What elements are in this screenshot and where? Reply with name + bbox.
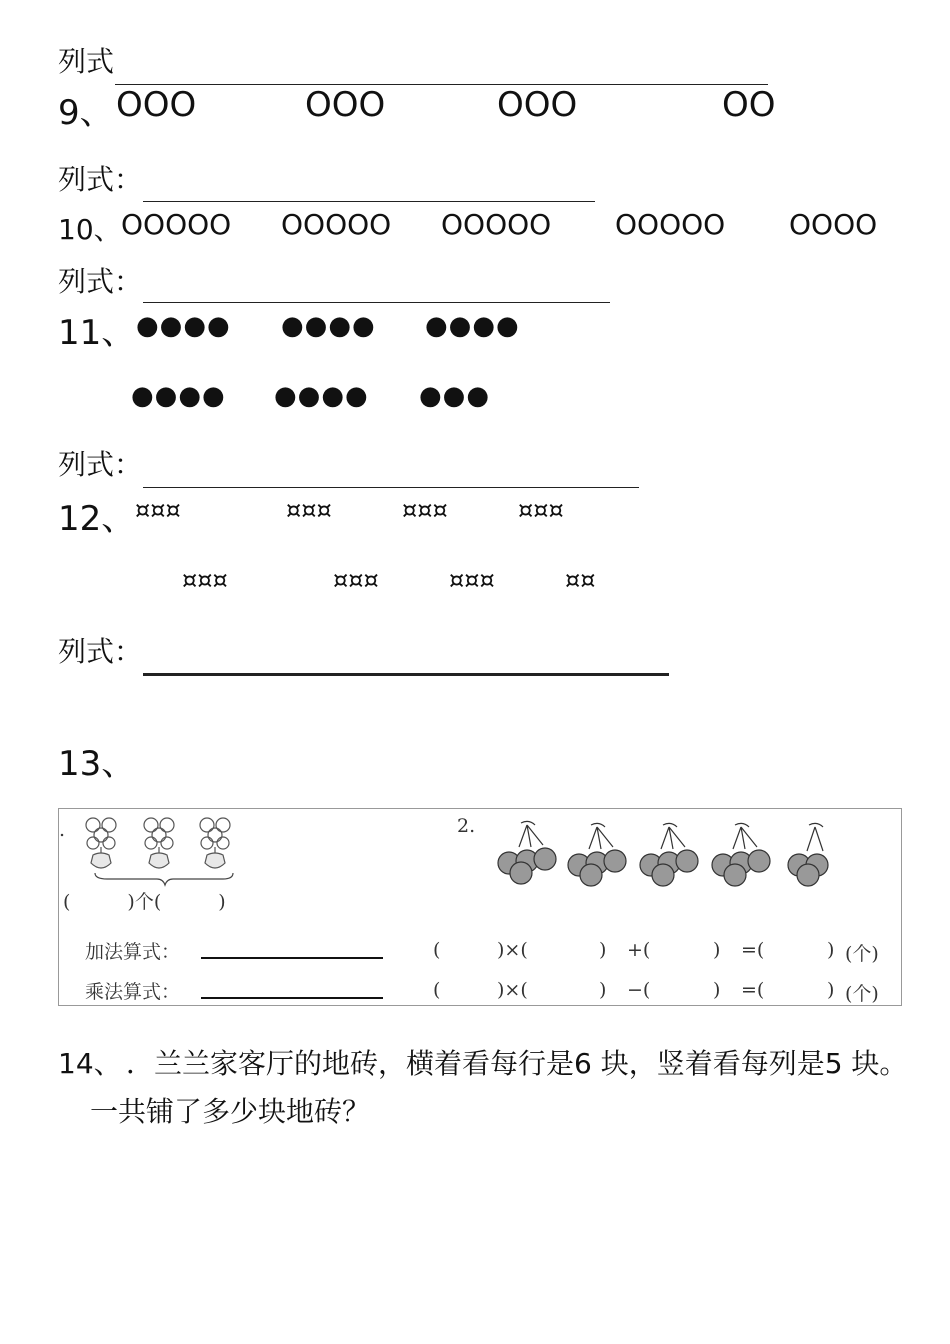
- q14-number: 14、: [58, 1047, 122, 1080]
- q10-group: OOOOO: [281, 208, 392, 241]
- q10-formula-label: 列式：: [58, 265, 143, 298]
- q10-number: 10、: [58, 213, 122, 246]
- q11-dot-group: ●●●: [419, 381, 491, 411]
- q9-number: 9、: [58, 93, 114, 133]
- eq-operator: −(: [627, 979, 651, 1001]
- multiplication-answer-line[interactable]: [201, 997, 383, 999]
- cherry-bunch-icon: [712, 823, 770, 886]
- cherry-bunch-icon: [498, 821, 556, 884]
- eq-operator: +(: [627, 939, 651, 961]
- q12-symbol-group: ¤¤¤: [286, 496, 332, 524]
- q14-text-line2: 一共铺了多少块地砖？: [90, 1095, 371, 1128]
- q13-number: 13、: [58, 744, 136, 784]
- addition-answer-line[interactable]: [201, 957, 383, 959]
- eq-paren: ): [713, 979, 721, 1001]
- brace-icon: [95, 873, 233, 885]
- q11-dot-group: ●●●●: [131, 381, 226, 411]
- q12-symbol-group: ¤¤¤: [402, 496, 448, 524]
- eq-paren: (: [433, 939, 441, 961]
- eq-paren: ): [827, 939, 835, 961]
- cherry-bunch-icon: [788, 823, 828, 886]
- q11-dot-group: ●●●●: [136, 311, 231, 341]
- eq-unit: (个): [845, 943, 879, 965]
- eq-times: )×(: [497, 979, 528, 1001]
- eq-paren: ): [599, 939, 607, 961]
- q11-answer-line[interactable]: [143, 487, 639, 488]
- q12-symbol-group: ¤¤¤: [182, 566, 228, 594]
- q8-formula-label: 列式: [58, 45, 115, 78]
- eq-paren: (: [433, 979, 441, 1001]
- q11-dot-group: ●●●●: [274, 381, 369, 411]
- q12-formula-label: 列式：: [58, 635, 143, 668]
- flower-vase-icon: [86, 818, 116, 868]
- q10-answer-line[interactable]: [143, 302, 610, 303]
- q12-answer-line[interactable]: [143, 673, 669, 676]
- q9-formula-label: 列式：: [58, 163, 143, 196]
- count-blank-row: ( )个( ): [63, 891, 226, 913]
- q12-symbol-group: ¤¤¤: [135, 496, 181, 524]
- q12-number: 12、: [58, 499, 136, 539]
- eq-times: )×(: [497, 939, 528, 961]
- q9-group: OOO: [497, 85, 578, 125]
- part2-label: 2.: [457, 815, 476, 837]
- q9-group: OOO: [305, 85, 386, 125]
- multiplication-label: 乘法算式：: [85, 981, 181, 1003]
- q9-group: OOO: [116, 85, 197, 125]
- eq-paren: ): [827, 979, 835, 1001]
- addition-label: 加法算式：: [85, 941, 181, 963]
- cherry-bunch-icon: [568, 823, 626, 886]
- part1-marker: .: [59, 819, 66, 841]
- eq-equals: =(: [741, 939, 765, 961]
- q11-dot-group: ●●●●: [425, 311, 520, 341]
- q9-answer-line[interactable]: [143, 201, 595, 202]
- eq-paren: ): [713, 939, 721, 961]
- q11-formula-label: 列式：: [58, 448, 143, 481]
- cherry-bunch-icon: [640, 823, 698, 886]
- q10-group: OOOO: [789, 208, 878, 241]
- flower-vase-icon: [144, 818, 174, 868]
- q14-text-line1: ．兰兰家客厅的地砖，横着看每行是6 块，竖着看每列是5 块。: [126, 1047, 908, 1080]
- eq-paren: ): [599, 979, 607, 1001]
- q9-group: OO: [722, 85, 776, 125]
- q10-group: OOOOO: [615, 208, 726, 241]
- eq-equals: =(: [741, 979, 765, 1001]
- q11-number: 11、: [58, 313, 136, 353]
- q12-symbol-group: ¤¤: [565, 566, 596, 594]
- q12-symbol-group: ¤¤¤: [518, 496, 564, 524]
- q10-group: OOOOO: [441, 208, 552, 241]
- q13-exercise-panel: [58, 808, 902, 1006]
- q8-answer-line[interactable]: [115, 84, 768, 85]
- flower-vase-icon: [200, 818, 230, 868]
- q10-group: OOOOO: [121, 208, 232, 241]
- cherries-illustration: [491, 819, 851, 889]
- q11-dot-group: ●●●●: [281, 311, 376, 341]
- q12-symbol-group: ¤¤¤: [333, 566, 379, 594]
- eq-unit: (个): [845, 983, 879, 1005]
- q12-symbol-group: ¤¤¤: [449, 566, 495, 594]
